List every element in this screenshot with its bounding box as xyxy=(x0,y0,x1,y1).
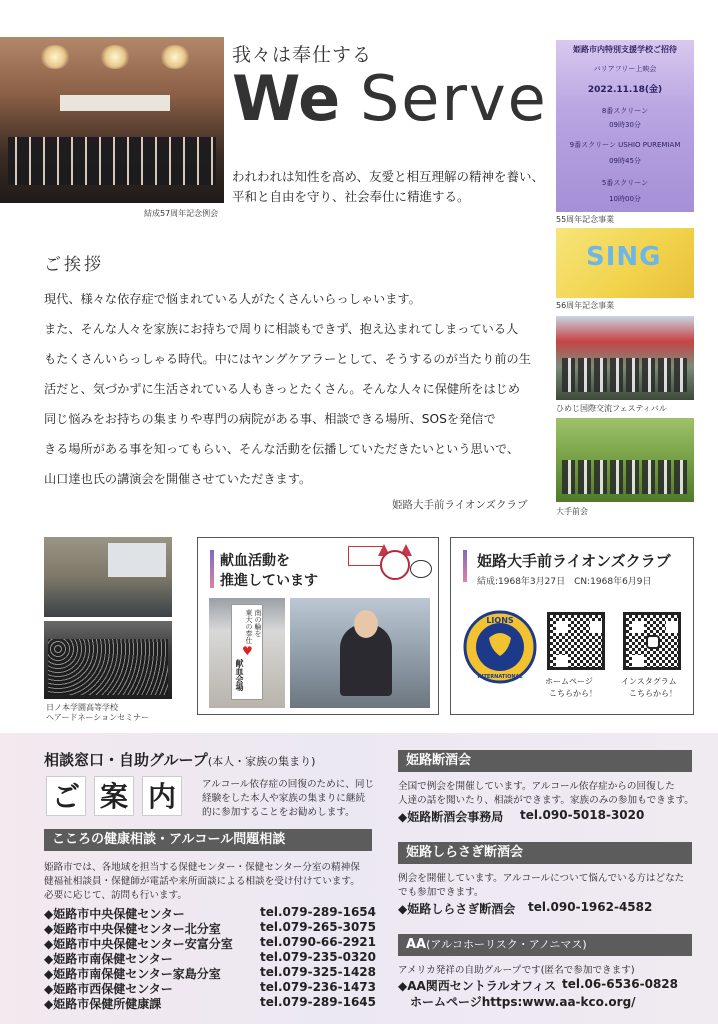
projection-screen xyxy=(108,543,166,577)
instagram-qr-code[interactable] xyxy=(623,612,681,670)
title-we: We xyxy=(232,62,341,135)
sing-caption: 56周年記念事業 xyxy=(556,301,615,310)
anniversary-photo xyxy=(0,37,224,203)
homepage-qr-label-1: ホームページ xyxy=(545,677,593,686)
guide-intro-line-2: 経験をした本人や家族の集まりに継続 xyxy=(202,793,366,804)
sign-text-1: 南の輪を xyxy=(254,609,262,637)
event-banner xyxy=(60,95,170,111)
health-center-name: ◆姫路市南保健センター家島分室 xyxy=(44,967,221,981)
health-center-tel[interactable]: tel.079-289-1654 xyxy=(260,905,377,919)
chandelier-icon xyxy=(100,45,130,69)
club-name: 姫路大手前ライオンズクラブ xyxy=(477,552,671,570)
shirasagi-desc-line-2: でも参加できます。 xyxy=(398,887,484,898)
golf-caption: 大手前会 xyxy=(556,507,588,516)
audience xyxy=(48,639,168,695)
aa-homepage-link[interactable]: ホームページhttps:www.aa-kco.org/ xyxy=(410,995,636,1009)
club-founded: 結成:1968年3月27日 CN:1968年6月9日 xyxy=(477,577,652,587)
poster-caption: 55周年記念事業 xyxy=(556,215,615,224)
health-center-name: ◆姫路市保健所健康課 xyxy=(44,997,162,1011)
speech-bubble xyxy=(410,560,432,578)
seminar-caption-2: ヘアードネーションセミナー xyxy=(46,713,150,722)
poster-title: 姫路市内特別支援学校ご招待 xyxy=(573,45,677,54)
sign-text-2: 東大の奉仕 xyxy=(245,609,253,644)
heart-icon: ♥ xyxy=(242,644,253,658)
blood-title-line-1: 献血活動を xyxy=(220,553,290,569)
poster-line: 8番スクリーン xyxy=(601,107,649,115)
consultation-title-main: 相談窓口・自助グループ xyxy=(44,751,208,769)
poster-line: 09時45分 xyxy=(609,157,641,165)
chandelier-icon xyxy=(160,45,190,69)
health-center-name: ◆姫路市中央保健センター xyxy=(44,907,185,921)
guide-intro-line-1: アルコール依存症の回復のために、同じ xyxy=(202,779,375,790)
danshu-header: 姫路断酒会 xyxy=(398,750,692,772)
mascot-character xyxy=(348,544,432,594)
lions-logo-icon xyxy=(463,610,537,684)
greeting-line-5: 同じ悩みをお持ちの集まりや専門の病院がある事、相談できる場所、SOSを発信で xyxy=(44,412,496,426)
poster-line: バリアフリー上映会 xyxy=(593,65,657,73)
seminar-caption-1: 日ノ本学園高等学校 xyxy=(46,703,118,712)
seminar-audience-photo xyxy=(44,621,172,699)
health-center-tel[interactable]: tel.079-289-1645 xyxy=(260,995,377,1009)
greeting-line-6: きる場所がある事を知ってもらい、そんな活動を伝播していただきたいという思いで、 xyxy=(44,442,520,456)
lions-logo-text: LIONS xyxy=(486,616,514,625)
homepage-qr-code[interactable] xyxy=(547,612,605,670)
anniversary-photo-caption: 結成57周年記念例会 xyxy=(144,209,219,218)
mission-line-2: 平和と自由を守り、社会奉仕に精進する。 xyxy=(232,189,470,204)
donor-face xyxy=(354,610,378,638)
health-center-tel[interactable]: tel.079-235-0320 xyxy=(260,950,377,964)
aa-contact-tel[interactable]: tel.06-6536-0828 xyxy=(562,977,679,991)
homepage-qr-label-2: こちらから！ xyxy=(549,689,597,698)
consultation-title xyxy=(44,749,315,770)
danshu-desc-line-1: 全国で例会を開催しています。アルコール依存症からの回復した xyxy=(398,781,675,792)
aa-title-sub: (アルコホーリスク・アノニマス) xyxy=(426,938,587,951)
greeting-line-3: もたくさんいらっしゃる時代。中にはヤングケアラーとして、そうするのが当たり前の生 xyxy=(44,352,531,366)
lions-logo-subtext: INTERNATIONAL xyxy=(477,674,523,680)
accent-bar xyxy=(463,550,467,582)
golf-members xyxy=(562,460,688,494)
mission-line-1: われわれは知性を高め、友愛と相互理解の精神を養い、 xyxy=(232,169,545,184)
screening-poster xyxy=(556,40,694,212)
shirasagi-contact-tel[interactable]: tel.090-1962-4582 xyxy=(528,900,653,914)
aa-contact-name: ◆AA関西セントラルオフィス xyxy=(398,979,557,993)
greeting-title: ご挨拶 xyxy=(44,255,104,275)
health-center-name: ◆姫路市西保健センター xyxy=(44,982,173,996)
poster-line: 9番スクリーン USHIO PUREMIAM xyxy=(569,141,681,149)
accent-bar xyxy=(210,550,214,588)
title-serve: Serve xyxy=(359,62,548,135)
club-info-box xyxy=(450,537,694,715)
poster-line: 5番スクリーン xyxy=(601,179,649,187)
blood-donor-photo xyxy=(290,598,430,708)
chandelier-icon xyxy=(40,45,70,69)
seminar-stage-photo xyxy=(44,537,172,617)
health-consult-header: こころの健康相談・アルコール問題相談 xyxy=(44,829,372,851)
health-center-tel[interactable]: tel.079-265-3075 xyxy=(260,920,377,934)
shirasagi-header: 姫路しらさぎ断酒会 xyxy=(398,842,692,864)
aa-header xyxy=(398,934,692,956)
golf-photo xyxy=(556,418,694,502)
greeting-line-7: 山口達也氏の講演会を開催させていただきます。 xyxy=(44,472,312,486)
greeting-line-1: 現代、様々な依存症で悩まれている人がたくさんいらっしゃいます。 xyxy=(44,292,421,306)
health-center-tel[interactable]: tel.079-236-1473 xyxy=(260,980,377,994)
tagline: 我々は奉仕する xyxy=(232,44,373,66)
health-center-tel[interactable]: tel.079-325-1428 xyxy=(260,965,377,979)
danshu-contact-name: ◆姫路断酒会事務局 xyxy=(398,810,504,824)
instagram-qr-label-1: インスタグラム xyxy=(621,677,677,686)
greeting-line-4: 活だと、気づかずに生活されている人もきっとたくさん。そんな人々に保健所をはじめ xyxy=(44,382,521,396)
health-center-name: ◆姫路市中央保健センター安富分室 xyxy=(44,937,233,951)
donation-signboard xyxy=(231,604,263,700)
danshu-desc-line-2: 人達の話を聞いたり、相談ができます。家族のみの参加もできます。 xyxy=(398,795,694,806)
instagram-qr-label-2: こちらから！ xyxy=(629,689,677,698)
group-of-members xyxy=(8,137,216,185)
festival-caption: ひめじ国際交流フェスティバル xyxy=(556,404,667,413)
guide-char-2: 案 xyxy=(94,776,134,816)
aa-title: AA xyxy=(406,937,427,952)
health-desc-line-3: 必要に応じて、訪問も行います。 xyxy=(44,890,187,901)
we-serve-title xyxy=(232,62,548,135)
instagram-icon xyxy=(646,635,660,649)
festival-photo xyxy=(556,316,694,400)
health-center-name: ◆姫路市中央保健センター北分室 xyxy=(44,922,221,936)
shirasagi-contact-name: ◆姫路しらさぎ断酒会 xyxy=(398,902,516,916)
poster-line: 2022.11.18(金) xyxy=(587,85,663,95)
mascot-head-icon xyxy=(380,550,410,580)
aa-desc: アメリカ発祥の自助グループです(匿名で参加できます) xyxy=(398,965,635,976)
festival-members xyxy=(562,358,688,392)
poster-line: 09時30分 xyxy=(609,121,641,129)
health-center-tel[interactable]: tel.0790-66-2921 xyxy=(260,935,377,949)
sing-event-flyer xyxy=(556,228,694,298)
blood-donation-box xyxy=(197,537,439,715)
guide-char-1: ご xyxy=(46,776,86,816)
danshu-contact-tel[interactable]: tel.090-5018-3020 xyxy=(520,808,645,822)
health-desc-line-1: 姫路市では、各地域を担当する保健センター・保健センター分室の精神保 xyxy=(44,862,360,873)
greeting-signature: 姫路大手前ライオンズクラブ xyxy=(392,499,528,511)
health-desc-line-2: 健福祉相談員・保健師が電話や来所面談による相談を受け付けています。 xyxy=(44,876,360,887)
health-center-name: ◆姫路市南保健センター xyxy=(44,952,173,966)
poster-line: 10時00分 xyxy=(609,195,641,203)
consultation-title-sub: (本人・家族の集まり) xyxy=(207,755,316,768)
greeting-line-2: また、そんな人々を家族にお持ちで周りに相談もできず、抱え込まれてしまっている人 xyxy=(44,322,519,336)
shirasagi-desc-line-1: 例会を開催しています。アルコールについて悩んでいる方はどなた xyxy=(398,873,685,884)
donation-sign-photo xyxy=(209,598,285,708)
sing-logo: SING xyxy=(586,242,662,272)
sign-text-3: 献血会場 xyxy=(235,659,244,691)
blood-title-line-2: 推進しています xyxy=(220,573,318,589)
guide-intro-line-3: 的に参加することをお勧めします。 xyxy=(202,807,355,818)
guide-char-3: 内 xyxy=(142,776,182,816)
